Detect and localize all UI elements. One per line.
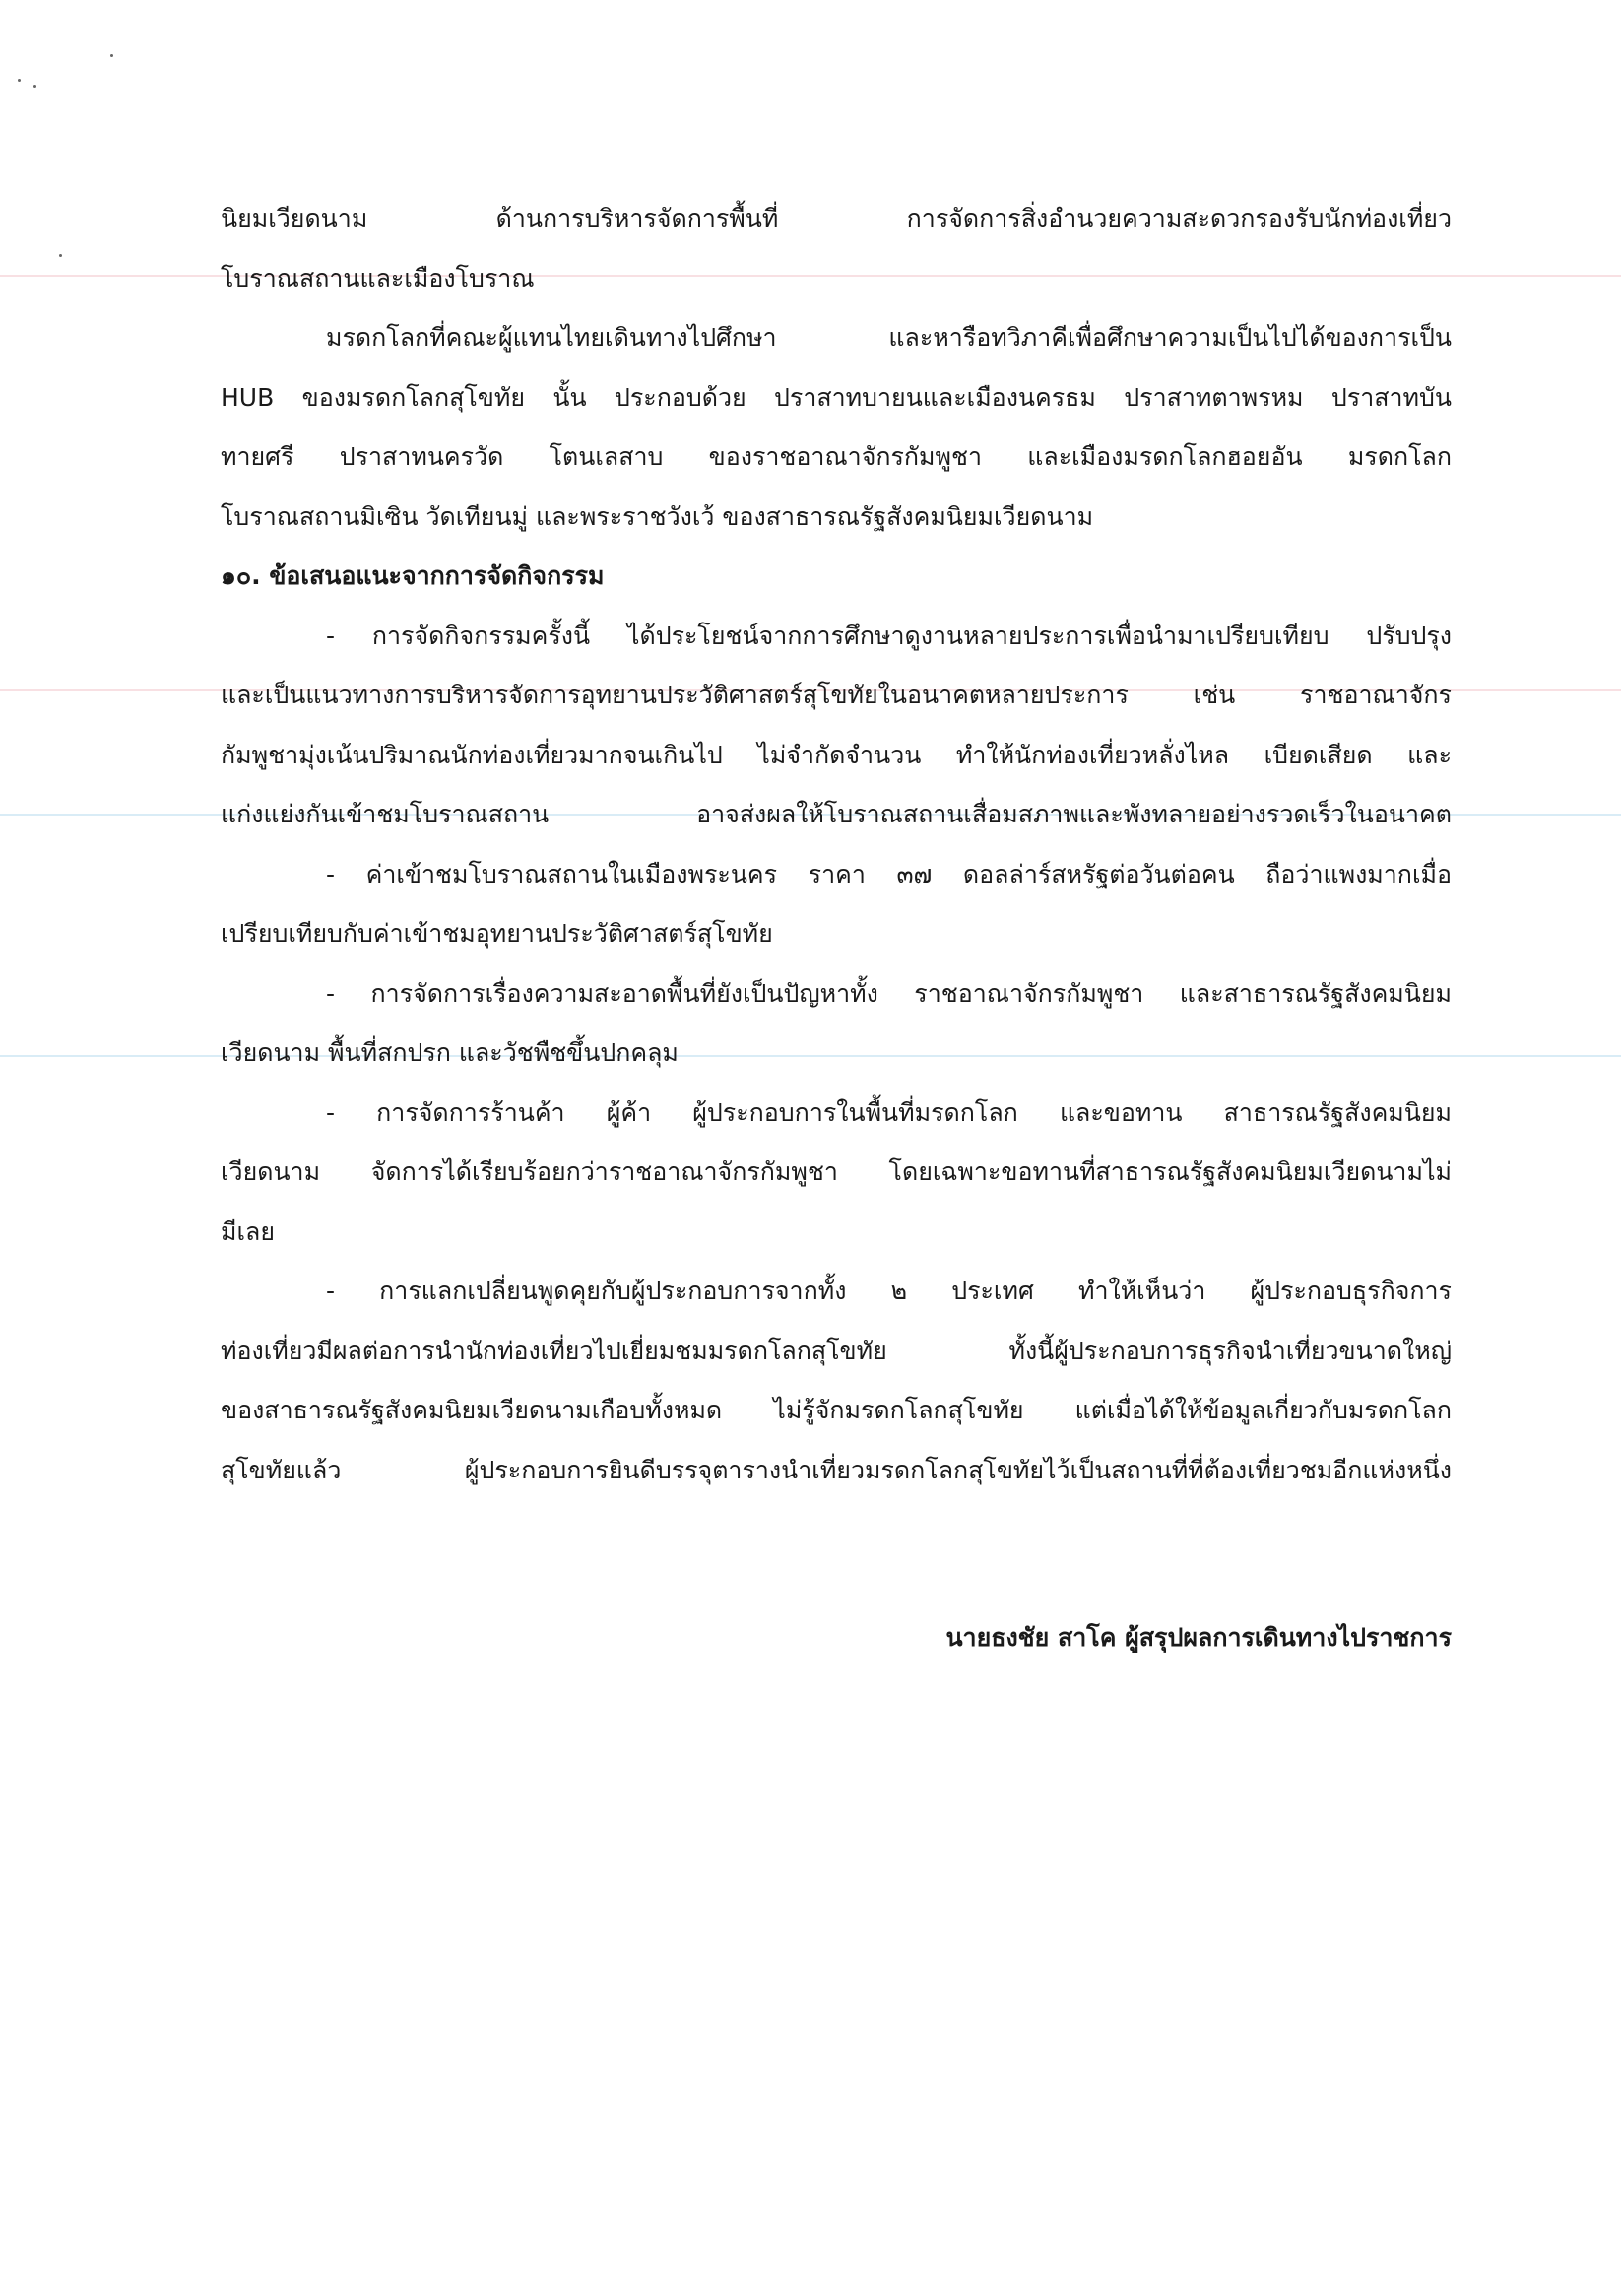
text-line: โบราณสถานมิเซิน วัดเทียนมู่ และพระราชวังเว้ ของสาธารณรัฐสังคมนิยมเวียดนาม bbox=[221, 501, 1094, 531]
text-line: - การจัดการเรื่องความสะอาดพื้นที่ยังเป็นปัญหาทั้ง ราชอาณาจักรกัมพูชา และสาธารณรัฐสังคมนิยม bbox=[326, 978, 1452, 1008]
text-line: ของสาธารณรัฐสังคมนิยมเวียดนามเกือบทั้งหมด ไม่รู้จักมรดกโลกสุโขทัย แต่เมื่อได้ให้ข้อมูลเกี่ยวกับมรดกโลก bbox=[221, 1396, 1452, 1424]
signature-line: นายธงชัย สาโค ผู้สรุปผลการเดินทางไปราชการ bbox=[945, 1623, 1452, 1652]
text-line: - การจัดการร้านค้า ผู้ค้า ผู้ประกอบการในพื้นที่มรดกโลก และขอทาน สาธารณรัฐสังคมนิยม bbox=[326, 1097, 1452, 1127]
text-line: มรดกโลกที่คณะผู้แทนไทยเดินทางไปศึกษา และหารือทวิภาคีเพื่อศึกษาความเป็นไปได้ของการเป็น bbox=[326, 323, 1452, 352]
text-line: เวียดนาม พื้นที่สกปรก และวัชพืชขึ้นปกคลุม bbox=[221, 1038, 679, 1067]
text-line: ทายศรี ปราสาทนครวัด โตนเลสาบ ของราชอาณาจักรกัมพูชา และเมืองมรดกโลกฮอยอัน มรดกโลก bbox=[221, 442, 1452, 471]
text-line: สุโขทัยแล้ว ผู้ประกอบการยินดีบรรจุตารางนำเที่ยวมรดกโลกสุโขทัยไว้เป็นสถานที่ที่ต้องเที่ยวชมอีกแห่งหนึ่ง bbox=[221, 1455, 1452, 1484]
text-line: กัมพูชามุ่งเน้นปริมาณนักท่องเที่ยวมากจนเกินไป ไม่จำกัดจำนวน ทำให้นักท่องเที่ยวหลั่งไหล เบียดเสียด และ bbox=[221, 740, 1452, 769]
text-line: - การจัดกิจกรรมครั้งนี้ ได้ประโยชน์จากการศึกษาดูงานหลายประการเพื่อนำมาเปรียบเทียบ ปรับปรุง bbox=[326, 621, 1452, 650]
text-line: นิยมเวียดนาม ด้านการบริหารจัดการพื้นที่ การจัดการสิ่งอำนวยความสะดวกรองรับนักท่องเที่ยว bbox=[221, 204, 1452, 232]
text-line: ท่องเที่ยวมีผลต่อการนำนักท่องเที่ยวไปเยี่ยมชมมรดกโลกสุโขทัย ทั้งนี้ผู้ประกอบการธุรกิจนำเที่ยวขนาดใหญ่ bbox=[221, 1336, 1452, 1365]
scan-speck bbox=[59, 254, 62, 257]
section-heading: ๑๐. ข้อเสนอแนะจากการจัดกิจกรรม bbox=[221, 561, 605, 590]
text-line: - ค่าเข้าชมโบราณสถานในเมืองพระนคร ราคา ๓๗ ดอลล่าร์สหรัฐต่อวันต่อคน ถือว่าแพงมากเมื่อ bbox=[326, 859, 1452, 888]
text-line: มีเลย bbox=[221, 1216, 275, 1246]
text-line: และเป็นแนวทางการบริหารจัดการอุทยานประวัติศาสตร์สุโขทัยในอนาคตหลายประการ เช่น ราชอาณาจักร bbox=[221, 681, 1452, 709]
text-line: โบราณสถานและเมืองโบราณ bbox=[221, 263, 535, 293]
text-line: - การแลกเปลี่ยนพูดคุยกับผู้ประกอบการจากทั้ง ๒ ประเทศ ทำให้เห็นว่า ผู้ประกอบธุรกิจการ bbox=[326, 1277, 1452, 1305]
scan-speck bbox=[110, 54, 113, 57]
document-body bbox=[221, 189, 1452, 1500]
scan-speck bbox=[18, 79, 21, 82]
text-line: เปรียบเทียบกับค่าเข้าชมอุทยานประวัติศาสตร์สุโขทัย bbox=[221, 919, 773, 948]
text-line: เวียดนาม จัดการได้เรียบร้อยกว่าราชอาณาจักรกัมพูชา โดยเฉพาะขอทานที่สาธารณรัฐสังคมนิยมเวียดนามไม่ bbox=[221, 1157, 1452, 1186]
text-line: HUB ของมรดกโลกสุโขทัย นั้น ประกอบด้วย ปราสาทบายนและเมืองนครธม ปราสาทตาพรหม ปราสาทบัน bbox=[221, 382, 1452, 412]
text-line: แก่งแย่งกันเข้าชมโบราณสถาน อาจส่งผลให้โบราณสถานเสื่อมสภาพและพังทลายอย่างรวดเร็วในอนาคต bbox=[221, 800, 1452, 828]
scan-speck bbox=[33, 85, 36, 88]
